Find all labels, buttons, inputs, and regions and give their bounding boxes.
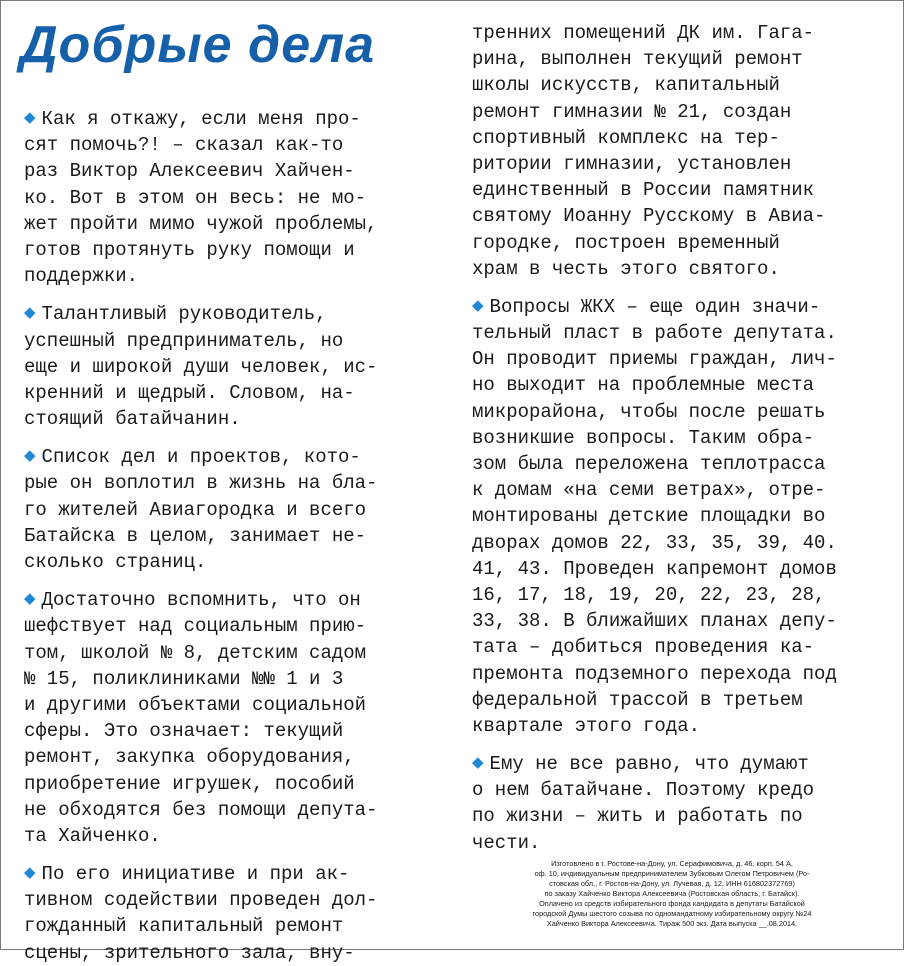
text-line [472, 751, 882, 777]
line-text: к домам «на семи ветрах», отре- [472, 479, 826, 502]
text-line [472, 230, 882, 256]
text-line [24, 237, 414, 263]
page-title: Добрые дела [20, 16, 376, 74]
line-text: рые он воплотил в жизнь на бла- [24, 472, 378, 495]
line-text: кренний и щедрый. Словом, на- [24, 381, 355, 404]
line-text: 33, 38. В ближайших планах депу- [472, 610, 837, 633]
text-line [472, 372, 882, 398]
line-text: гожданный капитальный ремонт [24, 915, 344, 938]
line-text: храм в честь этого святого. [472, 257, 780, 280]
line-text: Батайска в целом, занимает не- [24, 524, 367, 547]
text-line [472, 713, 882, 739]
line-text: Список дел и проектов, кото- [41, 446, 361, 469]
line-text: 16, 17, 18, 19, 20, 22, 23, 28, [472, 583, 826, 606]
text-line [24, 823, 414, 849]
text-line [472, 803, 882, 829]
text-line [24, 913, 414, 939]
text-line [472, 661, 882, 687]
text-line [472, 125, 882, 151]
text-line [24, 587, 414, 613]
line-text: шефствует над социальным прию- [24, 615, 367, 638]
line-text: тата – добиться проведения ка- [472, 636, 815, 659]
text-line [24, 666, 414, 692]
text-line [472, 830, 882, 856]
line-text: но выходит на проблемные места [472, 374, 815, 397]
paragraph [472, 294, 882, 739]
paragraph [24, 444, 414, 575]
line-text: по жизни – жить и работать по [472, 805, 803, 828]
text-line [24, 406, 414, 432]
paragraph [24, 106, 414, 289]
text-line [24, 613, 414, 639]
diamond-bullet-icon: ◆ [24, 446, 36, 465]
line-text: возникшие вопросы. Таким обра- [472, 426, 815, 449]
imprint-line: городской Думы шестого созыва по одномандатному избирательному округу №24 [532, 909, 812, 918]
text-line [24, 185, 414, 211]
text-line [472, 634, 882, 660]
line-text: квартале этого года. [472, 714, 701, 737]
text-line [24, 444, 414, 470]
line-text: и другими объектами социальной [24, 693, 367, 716]
line-text: та Хайченко. [24, 824, 161, 847]
text-line [24, 718, 414, 744]
line-text: еще и широкой души человек, ис- [24, 355, 378, 378]
text-line [472, 582, 882, 608]
text-line [24, 861, 414, 887]
line-text: о нем батайчане. Поэтому кредо [472, 779, 815, 802]
line-text: том, школой № 8, детским садом [24, 641, 367, 664]
text-line [24, 797, 414, 823]
line-text: школы искусств, капитальный [472, 74, 780, 97]
text-line [24, 354, 414, 380]
text-line [472, 399, 882, 425]
imprint-footer [462, 859, 882, 929]
line-text: зом была переложена теплотрасса [472, 453, 826, 475]
diamond-bullet-icon: ◆ [24, 108, 36, 126]
text-line [24, 158, 414, 184]
text-line [24, 328, 414, 354]
line-text: спортивный комплекс на тер- [472, 126, 780, 149]
imprint-line: Оплачено из средств избирательного фонда кандидата в депутаты Батайской [539, 899, 805, 908]
text-line [24, 132, 414, 158]
line-text: сят помочь?! – сказал как-то [24, 134, 344, 157]
line-text: тивном содействии проведен дол- [24, 889, 378, 912]
line-text: приобретение игрушек, пособий [24, 772, 355, 795]
line-text: Достаточно вспомнить, что он [41, 589, 361, 612]
text-line [472, 503, 882, 529]
line-text: чести. [472, 831, 541, 854]
line-text: единственный в России памятник [472, 179, 815, 202]
line-text: ко. Вот в этом он весь: не мо- [24, 186, 367, 209]
diamond-bullet-icon: ◆ [24, 589, 36, 608]
text-line [472, 294, 882, 320]
imprint-line: по заказу Хайченко Виктора Алексеевича (Ростовская область, г. Батайск). [544, 889, 800, 898]
line-text: тренних помещений ДК им. Гага- [472, 22, 815, 44]
line-text: не обходятся без помощи депута- [24, 798, 378, 821]
paragraph [472, 751, 882, 856]
text-line [472, 72, 882, 98]
text-line [472, 46, 882, 72]
line-text: ремонт, закупка оборудования, [24, 746, 355, 769]
line-text: Талантливый руководитель, [41, 303, 327, 326]
line-text: святому Иоанну Русскому в Авиа- [472, 205, 826, 228]
text-line [24, 744, 414, 770]
text-line [24, 211, 414, 237]
line-text: Ему не все равно, что думают [489, 753, 809, 776]
text-line [472, 177, 882, 203]
text-line [24, 470, 414, 496]
line-text: тельный пласт в работе депутата. [472, 322, 837, 345]
line-text: Вопросы ЖКХ – еще один значи- [489, 295, 821, 318]
line-text: готов протянуть руку помощи и [24, 238, 355, 261]
text-line [472, 451, 882, 477]
text-line [24, 523, 414, 549]
text-line [472, 99, 882, 125]
text-line [472, 477, 882, 503]
line-text: ремонт гимназии № 21, создан [472, 100, 792, 123]
imprint-line: Изготовлено в г. Ростове-на-Дону, ул. Серафимовича, д. 46, корп. 54 А, [551, 859, 793, 868]
line-text: премонта подземного перехода под [472, 662, 837, 685]
line-text: По его инициативе и при ак- [41, 863, 350, 886]
text-line [24, 640, 414, 666]
line-text: сколько страниц. [24, 551, 207, 573]
text-line [472, 556, 882, 582]
line-text: Как я откажу, если меня про- [41, 108, 361, 130]
text-line [24, 263, 414, 289]
line-text: сцены, зрительного зала, вну- [24, 941, 355, 964]
line-text: успешный предприниматель, но [24, 329, 344, 352]
imprint-line: Хайченко Виктора Алексеевича. Тираж 500 экз. Дата выпуска __.08.2014. [546, 919, 798, 928]
line-text: микрорайона, чтобы после решать [472, 400, 826, 423]
text-line [472, 687, 882, 713]
line-text: федеральной трассой в третьем [472, 688, 803, 711]
line-text: рина, выполнен текущий ремонт [472, 48, 803, 71]
text-line [472, 777, 882, 803]
text-line [472, 530, 882, 556]
text-line [24, 380, 414, 406]
line-text: Он проводит приемы граждан, лич- [472, 348, 837, 371]
left-column [24, 106, 414, 966]
line-text: жет пройти мимо чужой проблемы, [24, 212, 378, 235]
text-line [472, 608, 882, 634]
diamond-bullet-icon: ◆ [472, 295, 484, 314]
paragraph [24, 301, 414, 432]
paragraph [24, 861, 414, 966]
line-text: № 15, поликлиниками №№ 1 и 3 [24, 667, 344, 690]
line-text: го жителей Авиагородка и всего [24, 498, 367, 521]
text-line [472, 425, 882, 451]
diamond-bullet-icon: ◆ [24, 863, 36, 882]
text-line [472, 151, 882, 177]
line-text: раз Виктор Алексеевич Хайчен- [24, 160, 355, 183]
line-text: дворах домов 22, 33, 35, 39, 40. [472, 531, 837, 554]
line-text: монтированы детские площадки во [472, 505, 826, 528]
text-line [472, 203, 882, 229]
diamond-bullet-icon: ◆ [472, 753, 484, 772]
text-line [472, 320, 882, 346]
right-column [472, 20, 882, 856]
text-line [24, 887, 414, 913]
line-text: поддержки. [24, 265, 139, 288]
line-text: 41, 43. Проведен капремонт домов [472, 557, 837, 580]
paragraph [24, 587, 414, 849]
text-line [472, 346, 882, 372]
text-line [24, 497, 414, 523]
text-line [472, 20, 882, 46]
text-line [24, 301, 414, 327]
imprint-line: оф. 10, индивидуальным предпринимателем Зубковым Олегом Петровичем (Ро- [534, 869, 810, 878]
text-line [24, 692, 414, 718]
text-line [24, 549, 414, 575]
paragraph [472, 20, 882, 282]
line-text: ритории гимназии, установлен [472, 152, 792, 175]
text-line [24, 106, 414, 132]
text-line [24, 771, 414, 797]
text-line [24, 940, 414, 966]
imprint-line: стовская обл., г. Ростов-на-Дону, ул. Лучевая, д. 12, ИНН 616802372769) [549, 879, 795, 888]
line-text: стоящий батайчанин. [24, 408, 241, 431]
line-text: сферы. Это означает: текущий [24, 720, 344, 743]
diamond-bullet-icon: ◆ [24, 303, 36, 322]
text-line [472, 256, 882, 282]
line-text: городке, построен временный [472, 231, 780, 254]
